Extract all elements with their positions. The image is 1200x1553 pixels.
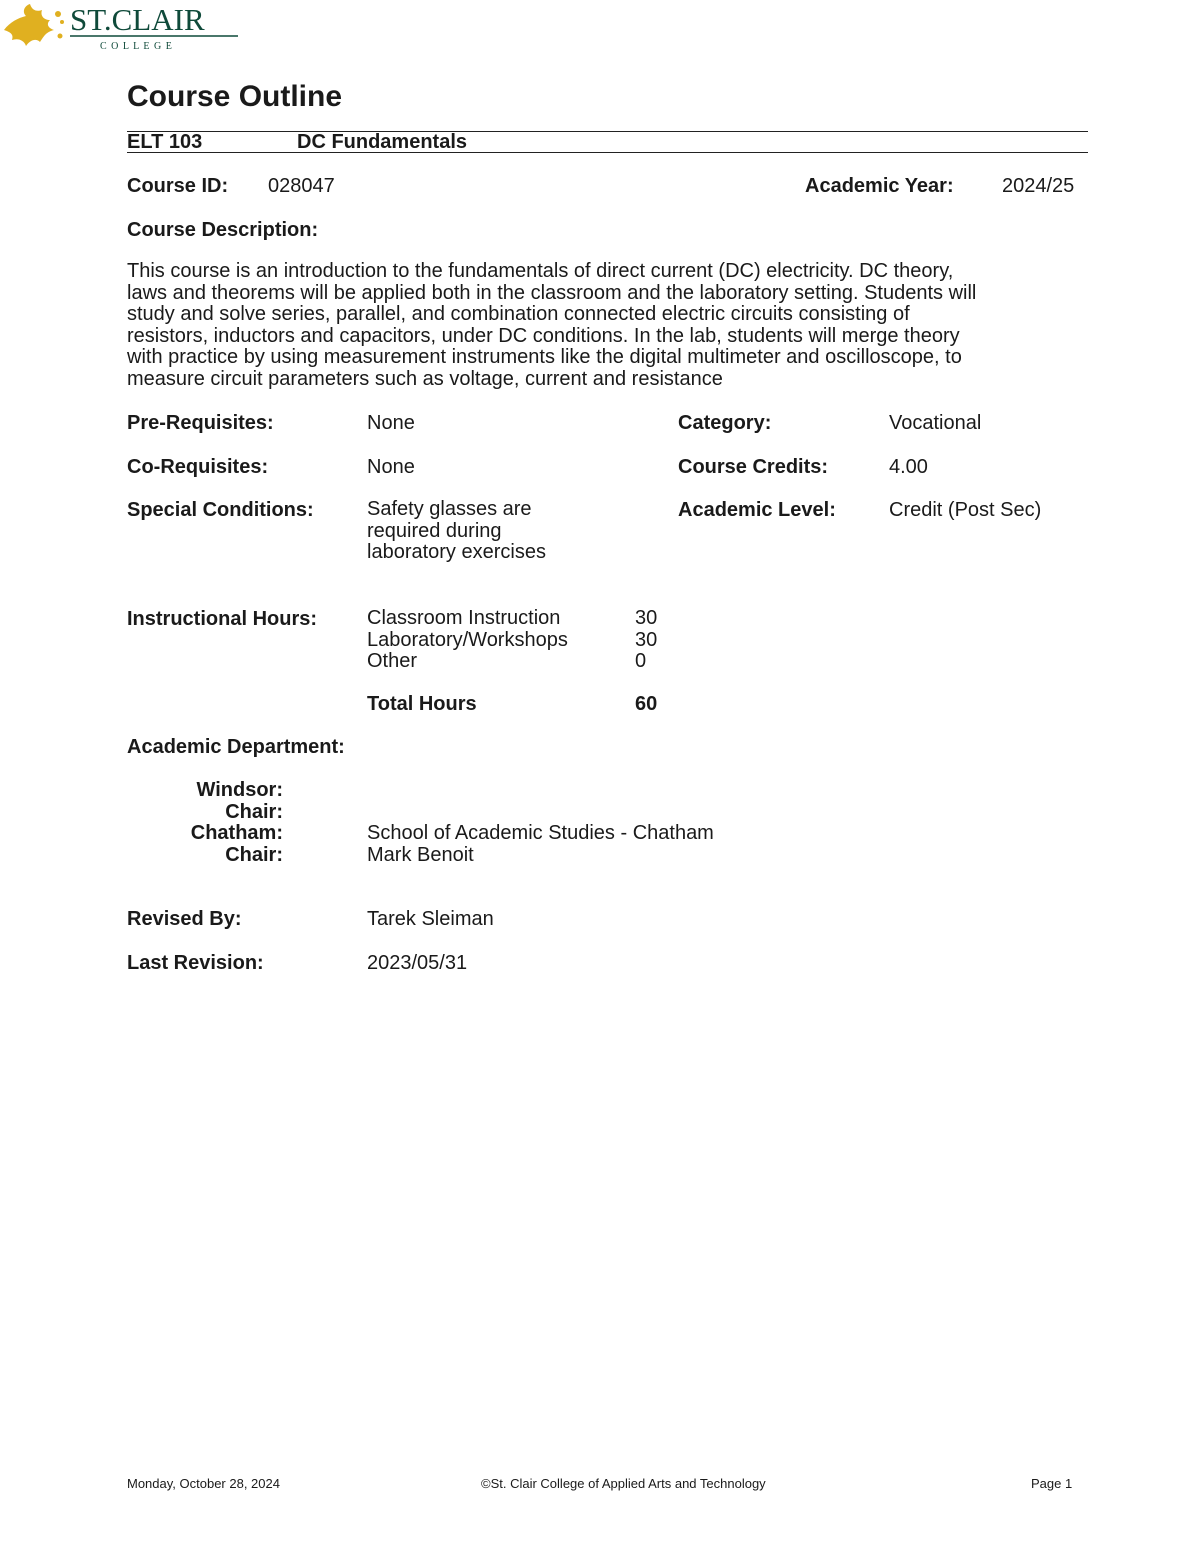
hours-row-name: Other: [367, 650, 418, 672]
total-hours-label: Total Hours: [367, 693, 477, 715]
corequisites-label: Co-Requisites:: [127, 456, 269, 478]
academic-level-value: Credit (Post Sec): [889, 499, 1042, 521]
description-line: measure circuit parameters such as voltage, current and resistance: [127, 367, 723, 390]
course-description-label: Course Description:: [127, 219, 319, 241]
footer-page-number: Page 1: [1031, 1476, 1073, 1491]
academic-level-label: Academic Level:: [678, 499, 836, 521]
course-code: ELT 103: [127, 131, 203, 153]
course-name: DC Fundamentals: [297, 131, 468, 153]
chatham-chair-label: Chair:: [225, 844, 283, 866]
academic-year-value: 2024/25: [1002, 175, 1075, 197]
corequisites-value: None: [367, 456, 415, 478]
instructional-hours-label: Instructional Hours:: [127, 608, 318, 630]
special-conditions-value: [367, 499, 546, 564]
prerequisites-label: Pre-Requisites:: [127, 412, 274, 434]
st-clair-bird-logo-icon: [0, 0, 240, 52]
category-value: Vocational: [889, 412, 982, 434]
special-conditions-line: required during: [367, 519, 502, 542]
academic-year-label: Academic Year:: [805, 175, 954, 197]
category-label: Category:: [678, 412, 772, 434]
hours-row-value: 30: [635, 607, 658, 629]
academic-department-label: Academic Department:: [127, 736, 345, 758]
course-id-value: 028047: [268, 175, 335, 197]
course-id-label: Course ID:: [127, 175, 229, 197]
chatham-chair-value: Mark Benoit: [367, 844, 474, 866]
windsor-label: Windsor:: [196, 779, 283, 801]
last-revision-label: Last Revision:: [127, 952, 264, 974]
chatham-label: Chatham:: [190, 822, 283, 844]
hours-row-value: 30: [635, 628, 658, 651]
description-line: with practice by using measurement instruments like the digital multimeter and oscilloscope, to: [127, 346, 962, 368]
prerequisites-value: None: [367, 412, 415, 434]
description-line: study and solve series, parallel, and combination connected electric circuits consisting of: [127, 303, 910, 325]
revised-by-value: Tarek Sleiman: [367, 908, 494, 930]
course-credits-label: Course Credits:: [678, 456, 829, 478]
revised-by-label: Revised By:: [127, 908, 242, 930]
course-description-text: [127, 261, 1067, 390]
hours-row-name: Laboratory/Workshops: [367, 628, 568, 651]
page-title: Course Outline: [127, 80, 343, 113]
header-rule-top: [127, 131, 1088, 132]
chatham-value: School of Academic Studies - Chatham: [367, 822, 714, 844]
windsor-chair-label: Chair:: [225, 801, 283, 823]
description-line: laws and theorems will be applied both in the classroom and the laboratory setting. Students will: [127, 281, 977, 304]
logo-text: ST.CLAIR: [70, 2, 205, 37]
hours-row-value: 0: [635, 650, 647, 672]
total-hours-value: 60: [635, 693, 658, 715]
description-line: resistors, inductors and capacitors, under DC conditions. In the lab, students will merge theory: [127, 324, 960, 347]
description-line: This course is an introduction to the fundamentals of direct current (DC) electricity. DC theory,: [127, 260, 954, 282]
footer-date: Monday, October 28, 2024: [127, 1476, 280, 1491]
last-revision-value: 2023/05/31: [367, 952, 468, 974]
header-rule-bottom: [127, 152, 1088, 153]
special-conditions-label: Special Conditions:: [127, 499, 314, 521]
special-conditions-line: laboratory exercises: [367, 541, 546, 563]
special-conditions-line: Safety glasses are: [367, 498, 532, 520]
course-credits-value: 4.00: [889, 456, 928, 478]
hours-row-name: Classroom Instruction: [367, 607, 561, 629]
hours-names: [367, 608, 568, 673]
svg-text:C O L L E G E: C O L L E G E: [100, 41, 173, 52]
footer-copyright: ©St. Clair College of Applied Arts and Technology: [481, 1476, 766, 1491]
hours-values: [635, 608, 657, 673]
